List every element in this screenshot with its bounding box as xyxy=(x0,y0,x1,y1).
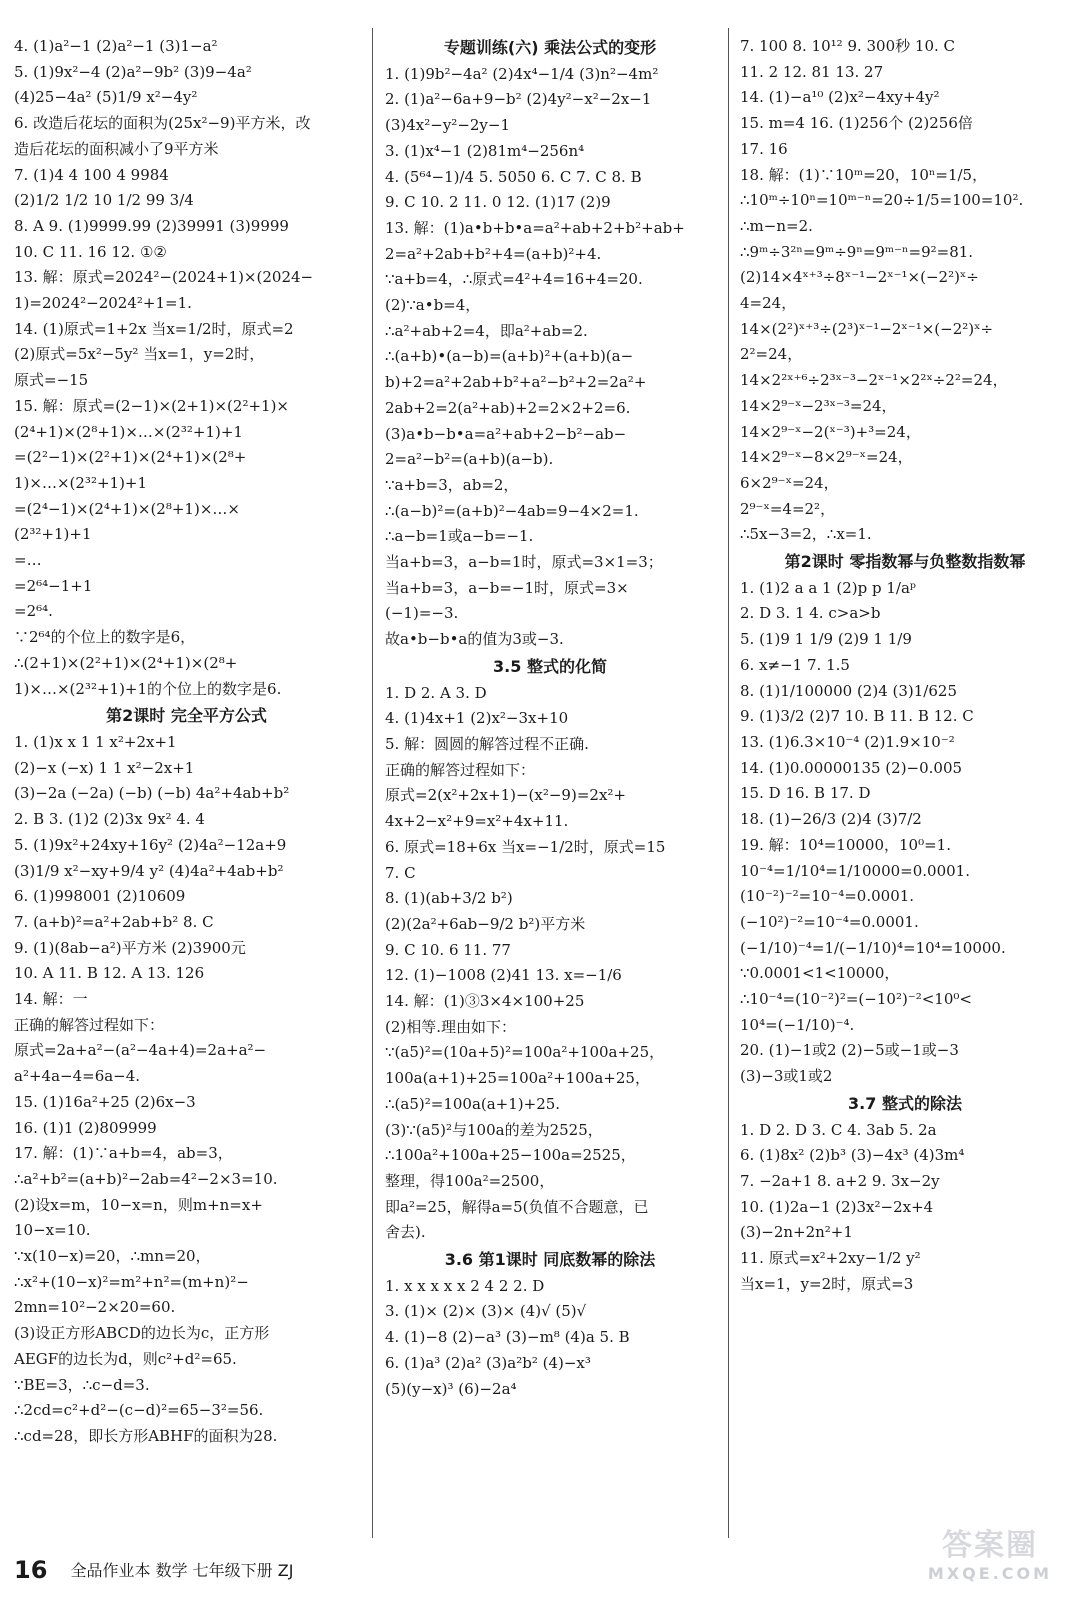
answer-line: 8. (1)1/100000 (2)4 (3)1/625 xyxy=(740,681,957,700)
answer-line: =… xyxy=(14,551,42,570)
answer-line: 11. 原式=x²+2xy−1/2 y² xyxy=(740,1249,921,1268)
answer-line: (3)设正方形ABCD的边长为c，正方形 xyxy=(14,1324,270,1343)
section-heading: 3.5 整式的化简 xyxy=(493,656,607,676)
section-heading: 第2课时 零指数幂与负整数指数幂 xyxy=(784,552,1026,572)
answer-line: 舍去). xyxy=(385,1223,426,1242)
answer-line: 7. (1)4 4 100 4 9984 xyxy=(14,165,169,184)
answer-line: 2. D 3. 1 4. c>a>b xyxy=(740,604,881,623)
answer-line: 6. 原式=18+6x 当x=−1/2时，原式=15 xyxy=(385,837,666,856)
answer-line: 18. (1)−26/3 (2)4 (3)7/2 xyxy=(740,810,922,829)
answer-line: (2)相等.理由如下： xyxy=(385,1017,517,1036)
answer-line: (3)−2a (−2a) (−b) (−b) 4a²+4ab+b² xyxy=(14,784,290,803)
answer-line: 4. (1)a²−1 (2)a²−1 (3)1−a² xyxy=(14,37,218,55)
answer-line: 造后花坛的面积减小了9平方米 xyxy=(14,139,219,158)
answer-line: (5)(y−x)³ (6)−2a⁴ xyxy=(385,1379,517,1398)
answer-line: 10. C 11. 16 12. ①② xyxy=(14,242,167,261)
answer-line: ∴9ᵐ÷3²ⁿ=9ᵐ÷9ⁿ=9ᵐ⁻ⁿ=9²=81. xyxy=(740,242,974,261)
answer-line: 原式=−15 xyxy=(14,371,89,390)
answer-line: (3)a•b−b•a=a²+ab+2−b²−ab− xyxy=(385,424,627,443)
answer-line: 原式=2(x²+2x+1)−(x²−9)=2x²+ xyxy=(385,786,626,805)
answer-line: ∴a−b=1或a−b=−1. xyxy=(385,527,534,546)
answer-line: (4)25−4a² (5)1/9 x²−4y² xyxy=(14,88,198,107)
answer-line: 14. 解：一 xyxy=(14,990,88,1009)
answer-line: a²+4a−4=6a−4. xyxy=(14,1067,141,1086)
answer-line: 20. (1)−1或2 (2)−5或−1或−3 xyxy=(740,1041,959,1060)
answer-line: 14. (1)原式=1+2x 当x=1/2时，原式=2 xyxy=(14,319,294,338)
answer-line: 6. x≠−1 7. 1.5 xyxy=(740,655,850,674)
answer-line: =(2⁴−1)×(2⁴+1)×(2⁸+1)×…× xyxy=(14,499,240,518)
answer-line: 12. (1)−1008 (2)41 13. x=−1/6 xyxy=(385,966,622,985)
answer-line: 当x=1，y=2时，原式=3 xyxy=(740,1274,914,1293)
answer-line: ∴10⁻⁴=(10⁻²)²=(−10²)⁻²<10⁰< xyxy=(740,990,972,1009)
answer-line: (2)原式=5x²−5y² 当x=1，y=2时， xyxy=(14,345,265,364)
answer-line: ∴5x−3=2，∴x=1. xyxy=(740,525,872,544)
watermark-logo xyxy=(910,1520,1070,1590)
answer-line: ∴m−n=2. xyxy=(740,216,813,235)
answer-line: ∴(a−b)²=(a+b)²−4ab=9−4×2=1. xyxy=(385,501,639,520)
page-footer xyxy=(14,1556,293,1584)
section-heading: 第2课时 完全平方公式 xyxy=(106,706,267,726)
answer-line: 13. (1)6.3×10⁻⁴ (2)1.9×10⁻² xyxy=(740,732,955,751)
answer-line: (−10²)⁻²=10⁻⁴=0.0001. xyxy=(740,912,919,931)
answer-line: 9. C 10. 6 11. 77 xyxy=(385,940,511,959)
answer-line: 2=a²−b²=(a+b)(a−b). xyxy=(385,450,554,469)
answer-line: (3)4x²−y²−2y−1 xyxy=(385,116,511,135)
answer-line: 即a²=25，解得a=5(负值不合题意，已 xyxy=(385,1197,649,1216)
answer-line: 2mn=10²−2×20=60. xyxy=(14,1298,176,1317)
answer-line: 故a•b−b•a的值为3或−3. xyxy=(385,630,564,649)
answer-line: (3)−2n+2n²+1 xyxy=(740,1223,853,1242)
answer-line: ∴(a+b)•(a−b)=(a+b)²+(a+b)(a− xyxy=(385,347,634,366)
answer-line: 4. (5⁶⁴−1)/4 5. 5050 6. C 7. C 8. B xyxy=(385,167,642,186)
answer-line: =2⁶⁴. xyxy=(14,602,53,621)
watermark-logo-text: 答案圈 xyxy=(942,1528,1038,1563)
column-divider-right xyxy=(728,28,729,1538)
answer-line: 2²=24， xyxy=(740,345,803,364)
answer-line: 3. (1)x⁴−1 (2)81m⁴−256n⁴ xyxy=(385,141,585,160)
answer-line: 9. C 10. 2 11. 0 12. (1)17 (2)9 xyxy=(385,193,611,212)
answer-line: 17. 16 xyxy=(740,139,788,158)
answer-line: 正确的解答过程如下： xyxy=(14,1015,165,1034)
answer-line: AEGF的边长为d，则c²+d²=65. xyxy=(14,1349,237,1368)
answer-line: 5. (1)9 1 1/9 (2)9 1 1/9 xyxy=(740,630,912,649)
answer-line: 14×2²ˣ⁺⁶÷2³ˣ⁻³−2ˣ⁻¹×2²ˣ÷2²=24， xyxy=(740,371,1008,390)
answer-line: 18. 解：(1)∵10ᵐ=20，10ⁿ=1/5， xyxy=(740,165,988,184)
answer-line: ∵a+b=4，∴原式=4²+4=16+4=20. xyxy=(385,270,643,289)
answer-line: 6. (1)8x² (2)b³ (3)−4x³ (4)3m⁴ xyxy=(740,1146,965,1165)
answer-line: 7. (a+b)²=a²+2ab+b² 8. C xyxy=(14,912,214,931)
answer-line: ∵BE=3，∴c−d=3. xyxy=(14,1375,150,1394)
answer-line: 3. (1)× (2)× (3)× (4)√ (5)√ xyxy=(385,1302,587,1321)
answer-line: ∴a²+b²=(a+b)²−2ab=4²−2×3=10. xyxy=(14,1169,278,1188)
answer-line: (−1)=−3. xyxy=(385,604,459,623)
answer-line: ∵(a5)²=(10a+5)²=100a²+100a+25， xyxy=(385,1043,665,1062)
answer-line: 正确的解答过程如下： xyxy=(385,760,536,779)
answer-line: 17. 解：(1)∵a+b=4，ab=3， xyxy=(14,1144,233,1163)
section-heading: 3.7 整式的除法 xyxy=(848,1093,962,1113)
answer-line: 6×2⁹⁻ˣ=24， xyxy=(740,473,839,492)
answer-line: 1)×…×(2³²+1)+1的个位上的数字是6. xyxy=(14,679,282,698)
answer-line: (2)设x=m，10−x=n，则m+n=x+ xyxy=(14,1195,263,1214)
answer-line: (3)1/9 x²−xy+9/4 y² (4)4a²+4ab+b² xyxy=(14,861,284,880)
answer-line: 14. (1)0.00000135 (2)−0.005 xyxy=(740,758,963,777)
answer-line: 6. (1)a³ (2)a² (3)a²b² (4)−x³ xyxy=(385,1353,591,1372)
answer-line: 2. B 3. (1)2 (2)3x 9x² 4. 4 xyxy=(14,810,205,829)
watermark-url: MXQE.COM xyxy=(927,1564,1053,1583)
answer-line: 14×2⁹⁻ˣ−2³ˣ⁻³=24， xyxy=(740,396,897,415)
answer-line: 15. D 16. B 17. D xyxy=(740,784,871,803)
answer-line: 当a+b=3，a−b=−1时，原式=3× xyxy=(385,578,629,597)
answer-line: 15. 解：原式=(2−1)×(2+1)×(2²+1)× xyxy=(14,396,289,415)
answer-line: (−1/10)⁻⁴=1/(−1/10)⁴=10⁴=10000. xyxy=(740,938,1006,957)
answer-line: 10. (1)2a−1 (2)3x²−2x+4 xyxy=(740,1197,934,1216)
answer-line: 14. 解：(1)③3×4×100+25 xyxy=(385,992,585,1011)
answer-line: ∴2cd=c²+d²−(c−d)²=65−3²=56. xyxy=(14,1401,264,1420)
answer-line: 16. (1)1 (2)809999 xyxy=(14,1118,157,1137)
answer-line: 10−x=10. xyxy=(14,1221,91,1240)
answer-line: 2ab+2=2(a²+ab)+2=2×2+2=6. xyxy=(385,398,631,417)
answer-line: 10. A 11. B 12. A 13. 126 xyxy=(14,964,205,983)
footer-book-title: 全品作业本 数学 七年级下册 ZJ xyxy=(70,1561,294,1580)
answer-line: 5. (1)9x²+24xy+16y² (2)4a²−12a+9 xyxy=(14,835,287,854)
answer-line: ∴(a5)²=100a(a+1)+25. xyxy=(385,1094,561,1113)
answer-line: ∴100a²+100a+25−100a=2525， xyxy=(385,1146,636,1165)
answer-line: 1. (1)9b²−4a² (2)4x⁴−1/4 (3)n²−4m² xyxy=(385,64,659,83)
answer-line: (2)∵a•b=4， xyxy=(385,296,481,315)
answer-line: 1)=2024²−2024²+1=1. xyxy=(14,294,192,313)
answer-column-1 xyxy=(14,34,359,1450)
answer-line: 13. 解：(1)a•b+b•a=a²+ab+2+b²+ab+ xyxy=(385,218,685,237)
answer-line: ∵0.0001<1<10000， xyxy=(740,964,900,983)
answer-line: 原式=2a+a²−(a²−4a+4)=2a+a²− xyxy=(14,1041,267,1060)
answer-line: 整理，得100a²=2500， xyxy=(385,1171,555,1190)
answer-line: 13. 解：原式=2024²−(2024+1)×(2024− xyxy=(14,268,314,287)
answer-line: 8. A 9. (1)9999.99 (2)39991 (3)9999 xyxy=(14,216,289,235)
answer-line: ∴x²+(10−x)²=m²+n²=(m+n)²− xyxy=(14,1272,249,1291)
answer-line: (2)−x (−x) 1 1 x²−2x+1 xyxy=(14,758,195,777)
answer-column-2 xyxy=(385,34,715,1402)
answer-line: 5. (1)9x²−4 (2)a²−9b² (3)9−4a² xyxy=(14,62,252,81)
answer-line: (2)1/2 1/2 10 1/2 99 3/4 xyxy=(14,191,194,210)
answer-line: 2. (1)a²−6a+9−b² (2)4y²−x²−2x−1 xyxy=(385,90,652,109)
answer-line: b)+2=a²+2ab+b²+a²−b²+2=2a²+ xyxy=(385,373,647,392)
answer-line: 5. 解：圆圆的解答过程不正确. xyxy=(385,734,589,753)
answer-line: 14×(2²)ˣ⁺³÷(2³)ˣ⁻¹−2ˣ⁻¹×(−2²)ˣ÷ xyxy=(740,319,994,338)
answer-line: 14. (1)−a¹⁰ (2)x²−4xy+4y² xyxy=(740,88,940,107)
answer-line: ∵x(10−x)=20，∴mn=20， xyxy=(14,1247,211,1266)
answer-line: ∵2⁶⁴的个位上的数字是6， xyxy=(14,628,196,647)
answer-line: 2=a²+2ab+b²+4=(a+b)²+4. xyxy=(385,244,602,263)
answer-line: 10⁻⁴=1/10⁴=1/10000=0.0001. xyxy=(740,861,970,880)
answer-line: 1)×…×(2³²+1)+1 xyxy=(14,473,148,492)
answer-line: ∴10ᵐ÷10ⁿ=10ᵐ⁻ⁿ=20÷1/5=100=10². xyxy=(740,191,1024,210)
answer-line: ∴(2+1)×(2²+1)×(2⁴+1)×(2⁸+ xyxy=(14,653,238,672)
answer-line: 14×2⁹⁻ˣ−2(ˣ⁻³)+³=24， xyxy=(740,422,921,441)
answer-line: 当a+b=3，a−b=1时，原式=3×1=3； xyxy=(385,553,663,572)
answer-line: 4=24， xyxy=(740,294,797,313)
page-number: 16 xyxy=(14,1556,48,1584)
answer-line: 10⁴=(−1/10)⁻⁴. xyxy=(740,1015,855,1034)
answer-line: 4x+2−x²+9=x²+4x+11. xyxy=(385,812,569,831)
answer-line: 9. (1)3/2 (2)7 10. B 11. B 12. C xyxy=(740,707,974,726)
answer-line: 7. C xyxy=(385,863,416,882)
answer-line: 14×2⁹⁻ˣ−8×2⁹⁻ˣ=24， xyxy=(740,448,913,467)
answer-line: 2⁹⁻ˣ=4=2²， xyxy=(740,499,836,518)
section-heading: 专题训练(六) 乘法公式的变形 xyxy=(443,38,657,57)
answer-line: ∵a+b=3，ab=2， xyxy=(385,475,519,494)
answer-line: 8. (1)(ab+3/2 b²) xyxy=(385,889,513,908)
answer-line: ∴cd=28，即长方形ABHF的面积为28. xyxy=(14,1426,278,1445)
answer-line: (2³²+1)+1 xyxy=(14,525,92,544)
answer-line: 1. D 2. A 3. D xyxy=(385,683,487,702)
answer-line: 15. m=4 16. (1)256个 (2)256倍 xyxy=(740,114,973,133)
answer-line: 1. D 2. D 3. C 4. 3ab 5. 2a xyxy=(740,1120,937,1139)
answer-line: 15. (1)16a²+25 (2)6x−3 xyxy=(14,1092,196,1111)
answer-line: 6. (1)998001 (2)10609 xyxy=(14,887,186,906)
answer-line: 7. −2a+1 8. a+2 9. 3x−2y xyxy=(740,1171,940,1190)
answer-line: (3)−3或1或2 xyxy=(740,1067,833,1086)
answer-column-3 xyxy=(740,34,1070,1297)
answer-line: 7. 100 8. 10¹² 9. 300秒 10. C xyxy=(740,37,956,55)
answer-line: 11. 2 12. 81 13. 27 xyxy=(740,62,884,81)
answer-line: 4. (1)−8 (2)−a³ (3)−m⁸ (4)a 5. B xyxy=(385,1328,630,1347)
answer-line: 1. (1)x x 1 1 x²+2x+1 xyxy=(14,732,177,751)
answer-line: 100a(a+1)+25=100a²+100a+25， xyxy=(385,1069,650,1088)
answer-line: (10⁻²)⁻²=10⁻⁴=0.0001. xyxy=(740,887,915,906)
answer-line: 1. x x x x x 2 4 2 2. D xyxy=(385,1276,545,1295)
answer-line: (3)∵(a5)²与100a的差为2525， xyxy=(385,1120,603,1139)
answer-line: (2)14×4ˣ⁺³÷8ˣ⁻¹−2ˣ⁻¹×(−2²)ˣ÷ xyxy=(740,268,979,287)
answer-line: =(2²−1)×(2²+1)×(2⁴+1)×(2⁸+ xyxy=(14,448,247,467)
answer-line: 6. 改造后花坛的面积为(25x²−9)平方米，改 xyxy=(14,114,311,133)
section-heading: 3.6 第1课时 同底数幂的除法 xyxy=(444,1250,656,1270)
answer-line: ∴a²+ab+2=4，即a²+ab=2. xyxy=(385,321,588,340)
column-divider-left xyxy=(372,28,373,1538)
answer-line: (2)(2a²+6ab−9/2 b²)平方米 xyxy=(385,914,586,933)
answer-line: 1. (1)2 a a 1 (2)p p 1/aᵖ xyxy=(740,578,916,597)
answer-line: =2⁶⁴−1+1 xyxy=(14,576,93,595)
answer-line: 19. 解：10⁴=10000，10⁰=1. xyxy=(740,835,951,854)
answer-line: 4. (1)4x+1 (2)x²−3x+10 xyxy=(385,709,569,728)
answer-line: (2⁴+1)×(2⁸+1)×…×(2³²+1)+1 xyxy=(14,422,243,441)
answer-line: 9. (1)(8ab−a²)平方米 (2)3900元 xyxy=(14,938,246,957)
